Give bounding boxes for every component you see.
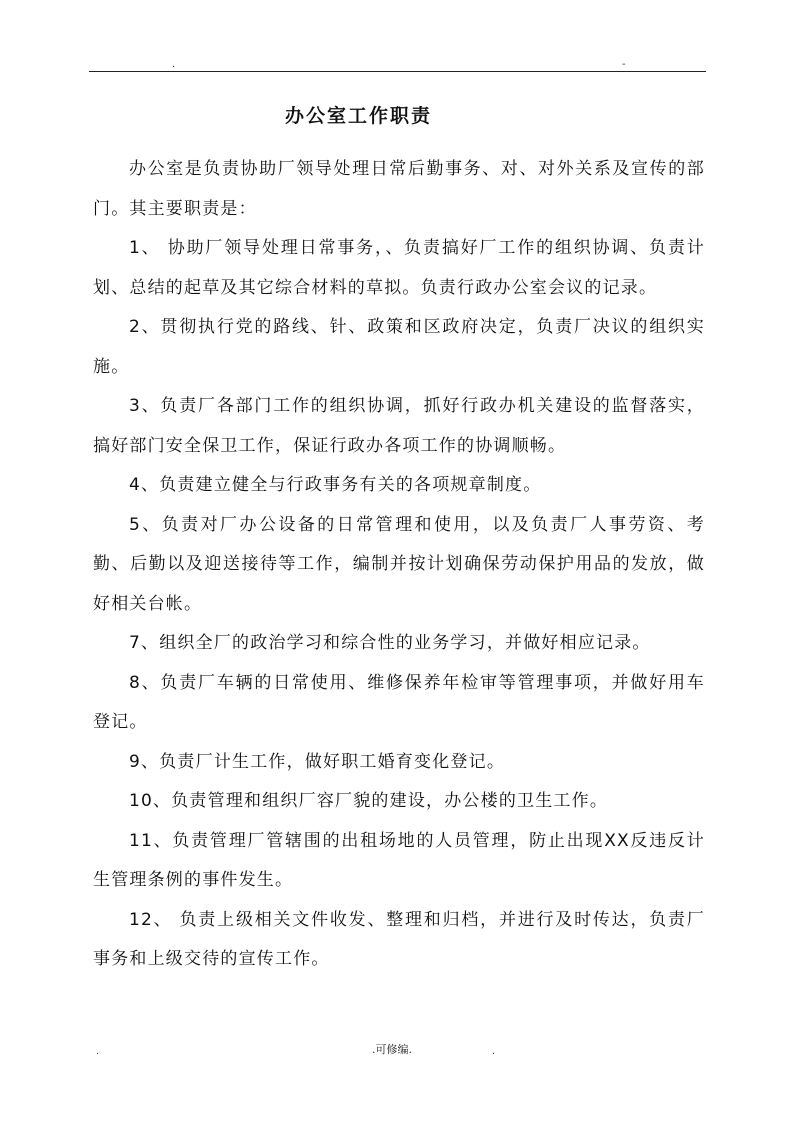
document-body <box>93 150 705 980</box>
paragraph-item-9: 9、负责厂计生工作，做好职工婚育变化登记。 <box>129 751 506 772</box>
header-right-mark: - <box>622 59 626 70</box>
footer-right-mark: . <box>492 1046 496 1057</box>
paragraph-item-1: 1、 协助厂领导处理日常事务，、负责搞好厂工作的组织协调、负责计划、总结的起草及其它综合材料的草拟。负责行政办公室会议的记录。 <box>93 238 705 298</box>
paragraph-item-12: 12、 负责上级相关文件收发、整理和归档，并进行及时传达，负责厂事务和上级交待的宣传工作。 <box>93 909 705 969</box>
header-rule <box>89 71 706 72</box>
paragraph-item-10: 10、负责管理和组织厂容厂貌的建设，办公楼的卫生工作。 <box>129 791 609 811</box>
paragraph-item-8: 8、负责厂车辆的日常使用、维修保养年检审等管理事项，并做好用车登记。 <box>93 672 705 732</box>
footer-note: .可修编. <box>372 1043 412 1056</box>
header-left-mark: . <box>172 59 176 70</box>
footer-left-mark: . <box>96 1046 100 1057</box>
paragraph-item-5: 5、负责对厂办公设备的日常管理和使用，以及负责厂人事劳资、考勤、后勤以及迎送接待等工作，编制并按计划确保劳动保护用品的发放，做好相关台帐。 <box>93 514 705 614</box>
paragraph-item-11: 11、负责管理厂管辖围的出租场地的人员管理，防止出现XX反违反计生管理条例的事件发生。 <box>93 830 705 890</box>
paragraph-item-2: 2、贯彻执行党的路线、针、政策和区政府决定，负责厂决议的组织实施。 <box>93 317 705 377</box>
document-title: 办公室工作职责 <box>284 105 432 127</box>
paragraph-item-4: 4、负责建立健全与行政事务有关的各项规章制度。 <box>129 475 542 495</box>
paragraph-intro: 办公室是负责协助厂领导处理日常后勤事务、对、对外关系及宣传的部门。其主要职责是： <box>93 159 705 219</box>
paragraph-item-3: 3、负责厂各部门工作的组织协调，抓好行政办机关建设的监督落实，搞好部门安全保卫工作，保证行政办各项工作的协调顺畅。 <box>93 396 705 456</box>
paragraph-item-7: 7、组织全厂的政治学习和综合性的业务学习，并做好相应记录。 <box>129 633 651 653</box>
